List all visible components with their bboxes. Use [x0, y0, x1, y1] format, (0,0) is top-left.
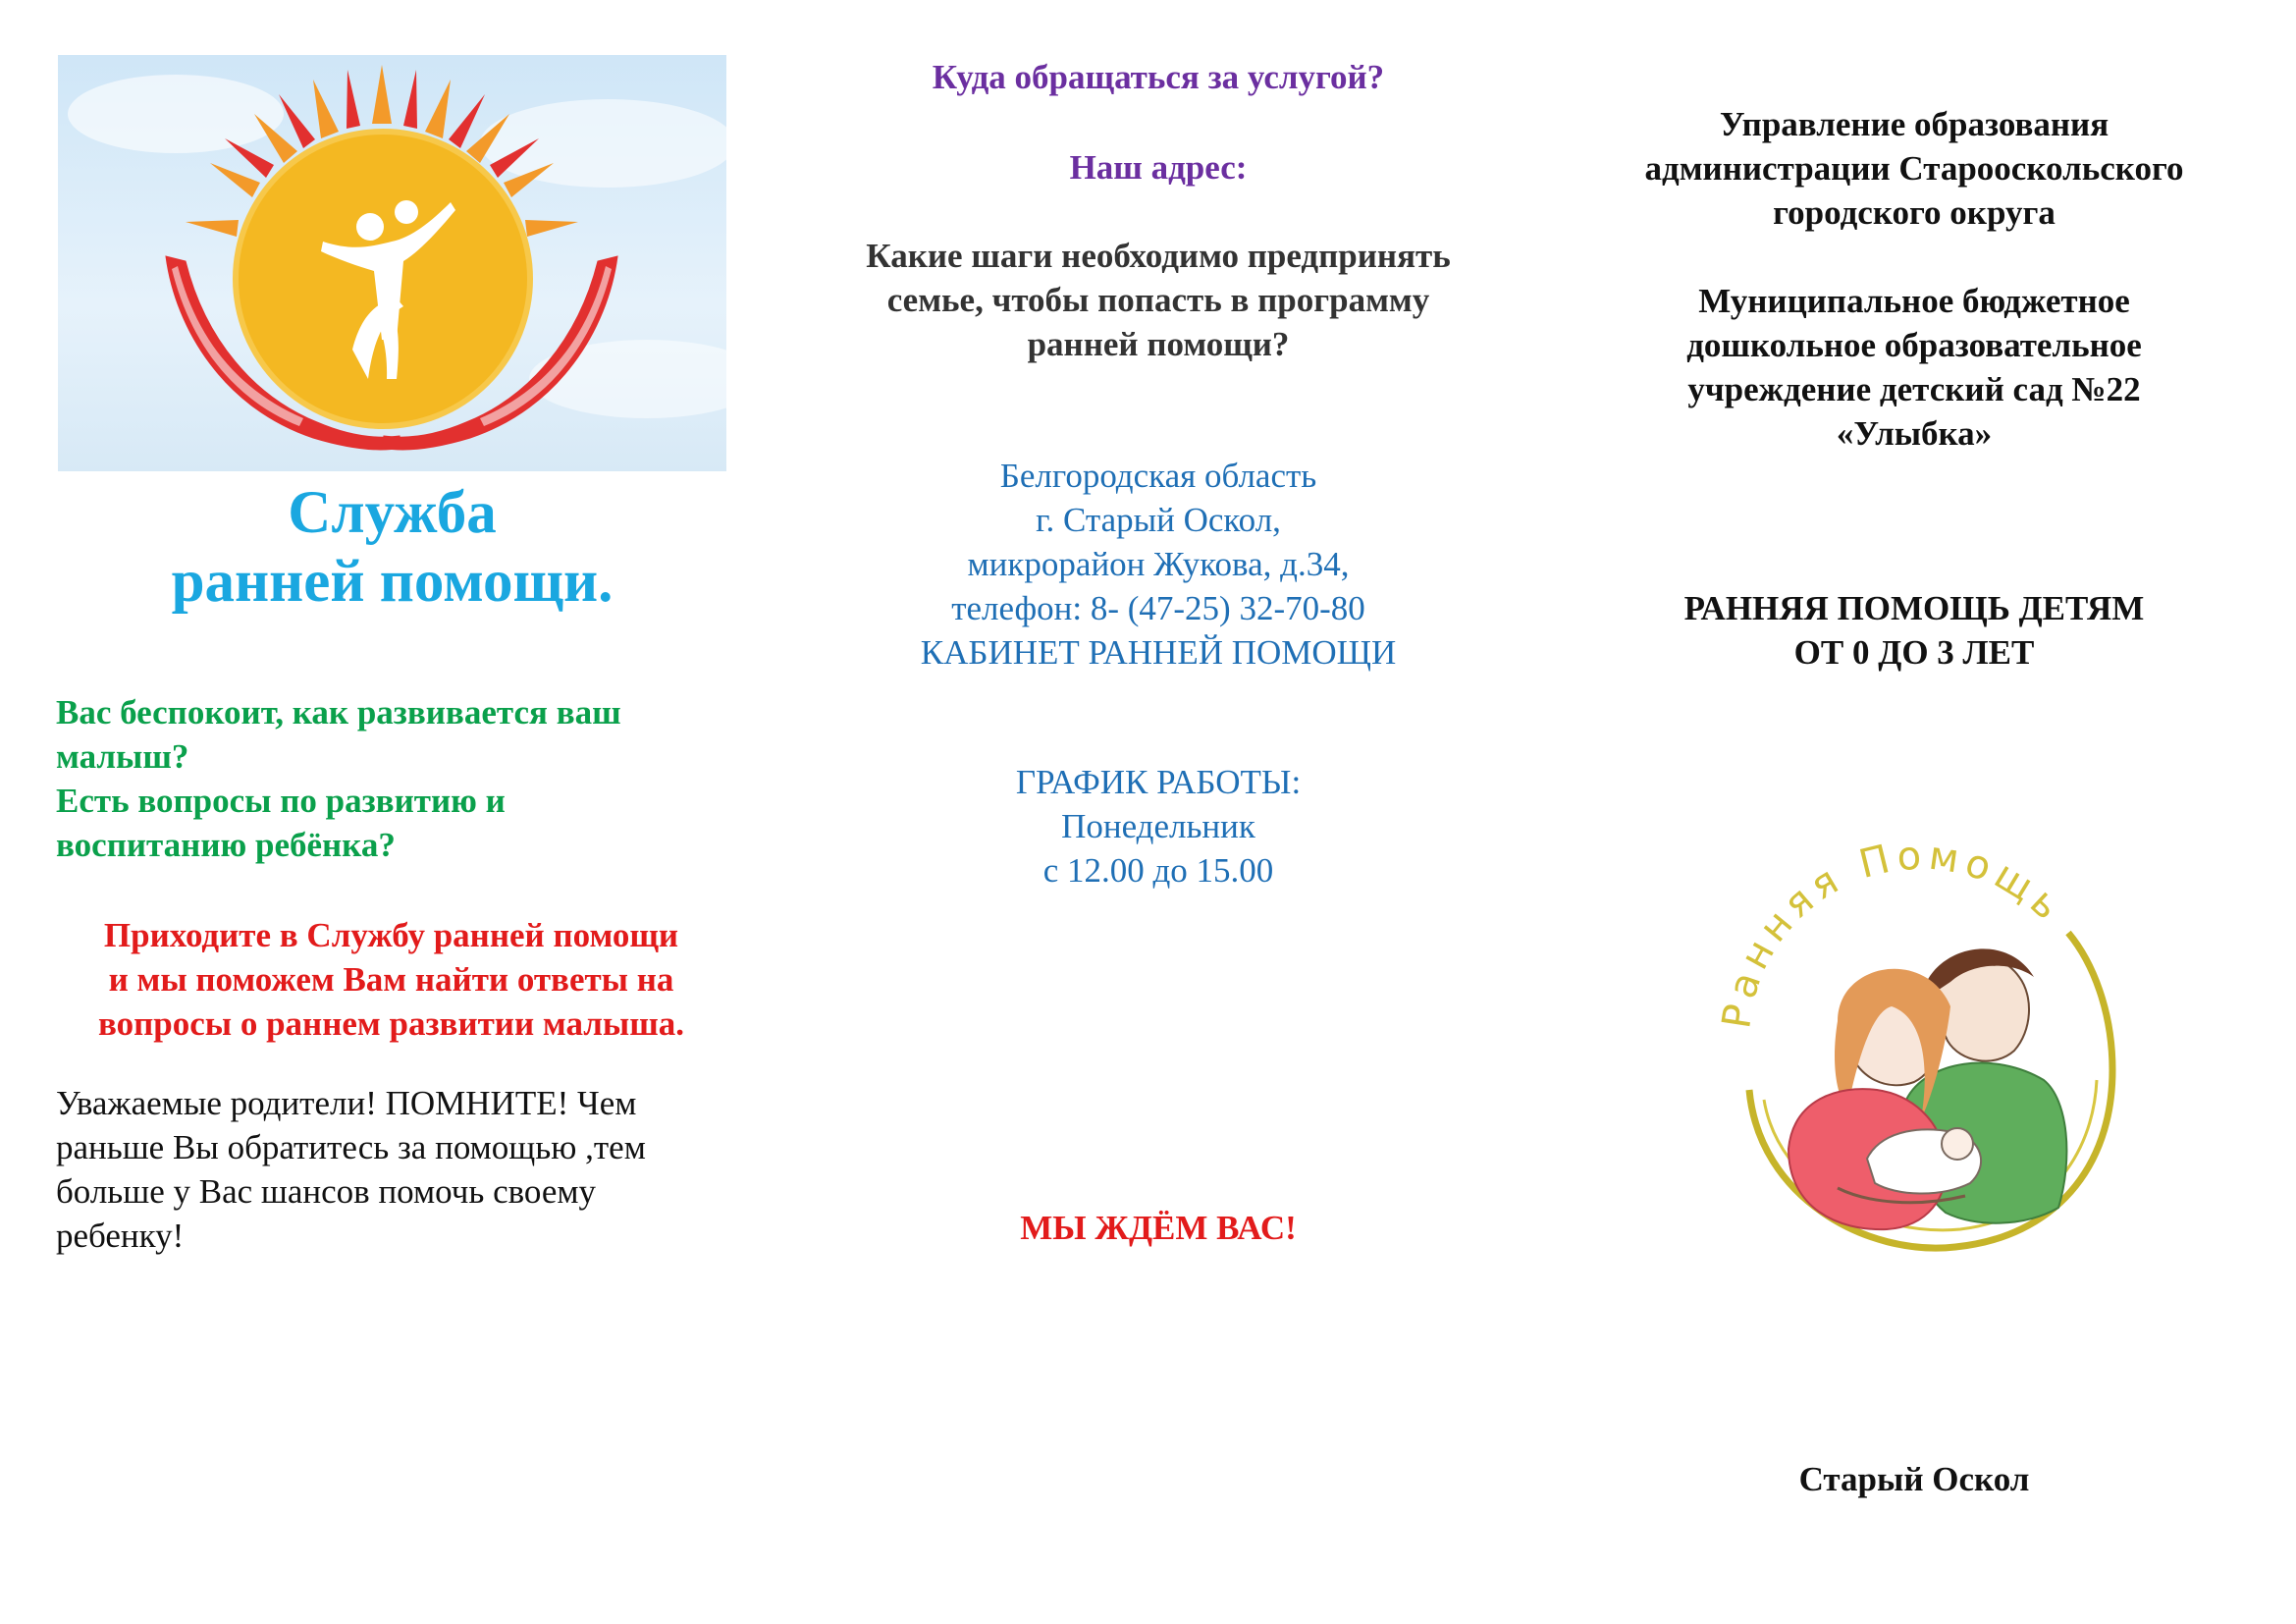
address-street: микрорайон Жукова, д.34,: [967, 545, 1350, 583]
service-title-line-2: ранней помощи.: [171, 549, 614, 616]
address-block: [795, 454, 1522, 675]
kindergarten-name: [1571, 279, 2258, 456]
city-name: Старый Оскол: [1798, 1460, 2030, 1498]
headline-line: РАННЯЯ ПОМОЩЬ ДЕТЯМ: [1683, 589, 2145, 627]
dept-line: городского округа: [1773, 193, 2056, 232]
reminder-line: больше у Вас шансов помочь своему: [56, 1172, 597, 1211]
steps-line: семье, чтобы попасть в программу: [886, 281, 1430, 319]
address-heading: Наш адрес:: [1069, 148, 1248, 187]
early-help-headline: [1571, 586, 2258, 675]
concern-line: Вас беспокоит, как развивается ваш: [56, 693, 621, 731]
address-city: г. Старый Оскол,: [1036, 501, 1281, 539]
logo-arc-text: Ранняя Помощь: [1714, 833, 2074, 1032]
steps-question: [795, 234, 1522, 366]
reminder-line: раньше Вы обратитесь за помощью ,тем: [56, 1128, 646, 1166]
reminder-line: Уважаемые родители! ПОМНИТЕ! Чем: [56, 1084, 637, 1122]
schedule-hours: с 12.00 до 15.00: [1042, 851, 1274, 890]
school-line: учреждение детский сад №22: [1687, 370, 2141, 408]
schedule-heading: ГРАФИК РАБОТЫ:: [1015, 763, 1302, 801]
service-title: [58, 479, 726, 617]
school-line: Муниципальное бюджетное: [1698, 282, 2130, 320]
parents-reminder: [56, 1081, 733, 1258]
reminder-line: ребенку!: [56, 1217, 185, 1255]
hero-illustration: [58, 55, 726, 471]
address-region: Белгородская область: [999, 457, 1317, 495]
schedule-day: Понедельник: [1061, 807, 1255, 845]
invitation-text: [56, 913, 726, 1046]
concern-line: Есть вопросы по развитию и: [56, 782, 506, 820]
where-to-apply-heading: Куда обращаться за услугой?: [932, 58, 1385, 96]
schedule-block: [795, 760, 1522, 893]
concern-questions: [56, 690, 743, 867]
invite-line: и мы поможем Вам найти ответы на: [108, 960, 674, 999]
school-line: дошкольное образовательное: [1686, 326, 2142, 364]
invite-line: Приходите в Службу ранней помощи: [103, 916, 679, 954]
address-phone: телефон: 8- (47-25) 32-70-80: [951, 589, 1365, 627]
headline-line: ОТ 0 ДО 3 ЛЕТ: [1793, 633, 2035, 672]
service-title-line-1: Служба: [288, 480, 497, 546]
concern-line: малыш?: [56, 737, 189, 776]
address-office: КАБИНЕТ РАННЕЙ ПОМОЩИ: [920, 633, 1397, 672]
family-with-baby-illustration: [1681, 805, 2162, 1276]
we-wait-you-text: МЫ ЖДЁМ ВАС!: [1020, 1209, 1297, 1247]
steps-line: ранней помощи?: [1027, 325, 1290, 363]
school-line: «Улыбка»: [1836, 414, 1993, 453]
dept-line: Управление образования: [1719, 105, 2109, 143]
sun-family-hands-illustration: [58, 55, 726, 471]
concern-line: воспитанию ребёнка?: [56, 826, 396, 864]
dept-line: администрации Старооскольского: [1644, 149, 2184, 188]
invite-line: вопросы о раннем развитии малыша.: [97, 1004, 685, 1043]
early-help-logo: [1681, 805, 2162, 1276]
steps-line: Какие шаги необходимо предпринять: [866, 237, 1451, 275]
education-department: [1571, 102, 2258, 235]
